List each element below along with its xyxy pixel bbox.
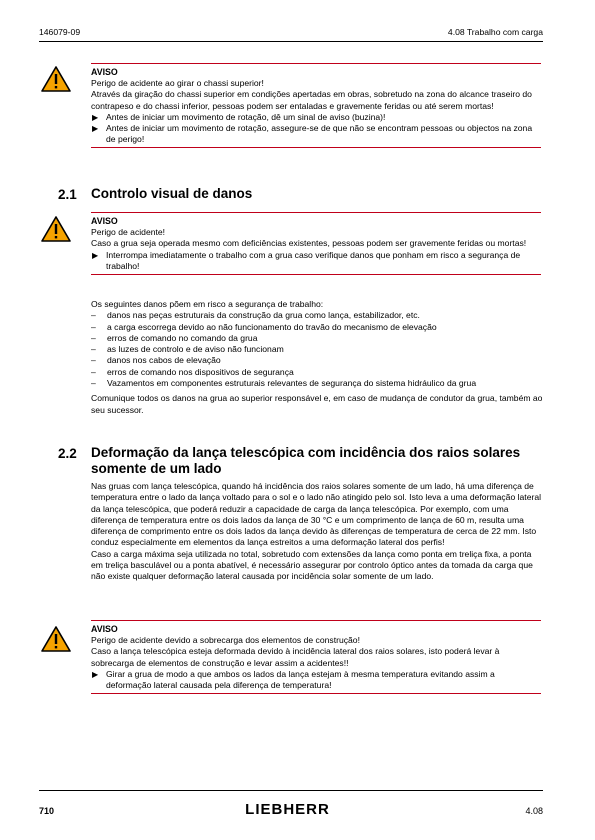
warning-triangle-icon bbox=[40, 625, 72, 653]
warning-title: AVISO bbox=[91, 624, 118, 634]
chapter-title: 4.08 Trabalho com carga bbox=[447, 27, 543, 37]
paragraph: Nas gruas com lança telescópica, quando há incidência dos raios solares somente de um lado, há uma diferença de temperatura entre o lado da lança voltado para o sol e o lado não atingido pelo sol. Isto leva a uma deformação lateral da lança telescópica, que poderá reduzir a capacidade de carga da lança telescópica. Por exemplo, com uma diferença de temperatura entre os dois lados da lança de 30 °C e um comprimento de lança de 60 m, resulta uma diferença de comprimento entre os dois lados da lança devido às diferenças de temperatura de cerca de 22 mm. Isto conduz especialmente em elementos da lança estreitos a uma deformação lateral dos perfis! bbox=[91, 481, 542, 548]
damage-closing: Comunique todos os danos na grua ao superior responsável e, em caso de mudança de condutor da grua, também ao seu sucessor. bbox=[91, 393, 543, 415]
warning-bottom-line bbox=[91, 274, 541, 275]
warning-bullet: ▶ Interrompa imediatamente o trabalho com a grua caso verifique danos que ponham em risco a segurança de trabalho! bbox=[92, 249, 521, 271]
warning-box-rotation bbox=[91, 63, 541, 148]
section-number: 2.1 bbox=[58, 187, 77, 202]
warning-subtitle: Perigo de acidente ao girar o chassi superior! bbox=[91, 78, 264, 89]
triangle-right-icon: ▶ bbox=[92, 124, 99, 134]
warning-triangle-icon bbox=[40, 215, 72, 243]
list-item: – erros de comando nos dispositivos de segurança bbox=[91, 366, 294, 377]
warning-title: AVISO bbox=[91, 67, 118, 77]
section-title: Deformação da lança telescópica com incidência dos raios solares somente de um lado bbox=[91, 445, 521, 476]
section-number: 2.2 bbox=[58, 446, 77, 461]
section-title: Controlo visual de danos bbox=[91, 186, 253, 201]
warning-subtitle: Perigo de acidente devido a sobrecarga dos elementos de construção! bbox=[91, 635, 360, 646]
version-number: 4.08 bbox=[525, 806, 543, 816]
list-item: – Vazamentos em componentes estruturais relevantes de segurança do sistema hidráulico da grua bbox=[91, 378, 477, 389]
warning-text: Caso a lança telescópica esteja deformada devido à incidência lateral dos raios solares, isto poderá levar à sobrecarga de elementos de construção e levar assim a acidentes!! bbox=[91, 646, 500, 668]
document-id: 146079-09 bbox=[39, 27, 81, 37]
header-rule bbox=[39, 41, 543, 42]
page-number: 710 bbox=[39, 806, 55, 816]
damage-intro: Os seguintes danos põem em risco a segurança de trabalho: bbox=[91, 299, 324, 309]
deformation-text bbox=[91, 481, 543, 583]
list-item: – a carga escorrega devido ao não funcionamento do travão do mecanismo de elevação bbox=[91, 321, 437, 332]
damage-list-block bbox=[91, 299, 543, 416]
triangle-right-icon: ▶ bbox=[92, 250, 99, 260]
warning-text: Através da giração do chassi superior em condições apertadas em obras, sobretudo na zona do alcance traseiro do contrapeso e do chassi inferior, pessoas podem ser entaladas e gravemente feridas ou até serem mortas! bbox=[91, 89, 532, 111]
warning-bottom-line bbox=[91, 147, 541, 148]
warning-bullet: ▶ Girar a grua de modo a que ambos os lados da lança estejam à mesma temperatura evitando assim a deformação lateral causada pela diferença de temperatura! bbox=[92, 668, 495, 691]
warning-box-overload bbox=[91, 620, 541, 694]
list-item: – as luzes de controlo e de aviso não funcionam bbox=[91, 344, 284, 355]
warning-subtitle: Perigo de acidente! bbox=[91, 227, 166, 238]
warning-box-damage bbox=[91, 212, 541, 275]
warning-title: AVISO bbox=[91, 216, 118, 226]
list-item: – danos nas peças estruturais da construção da grua como lança, estabilizador, etc. bbox=[91, 310, 420, 321]
warning-bullet: ▶ Antes de iniciar um movimento de rotação, dê um sinal de aviso (buzina)! bbox=[92, 111, 386, 122]
liebherr-logo bbox=[240, 800, 335, 818]
paragraph: Caso a carga máxima seja utilizada no total, sobretudo com extensões da lança como ponta em treliça fixa, a ponta em treliça basculável ou a ponta abatível, é necessário assegurar por controlo óptico antes da tomada da carga que não existe qualquer deformação lateral causada por incidência solar somente de um lado. bbox=[91, 548, 533, 582]
warning-bottom-line bbox=[91, 693, 541, 694]
list-item: – erros de comando no comando da grua bbox=[91, 332, 258, 343]
logo-text: LIEBHERR bbox=[245, 801, 330, 818]
list-item: – danos nos cabos de elevação bbox=[91, 355, 221, 366]
triangle-right-icon: ▶ bbox=[92, 112, 99, 122]
warning-triangle-icon bbox=[40, 65, 72, 93]
footer-rule bbox=[39, 790, 543, 791]
triangle-right-icon: ▶ bbox=[92, 669, 99, 679]
warning-bullet: ▶ Antes de iniciar um movimento de rotação, assegure-se de que não se encontram pessoas ou objectos na zona de perigo! bbox=[92, 123, 533, 145]
warning-text: Caso a grua seja operada mesmo com deficiências existentes, pessoas podem ser gravemente feridas ou mortas! bbox=[91, 238, 527, 249]
